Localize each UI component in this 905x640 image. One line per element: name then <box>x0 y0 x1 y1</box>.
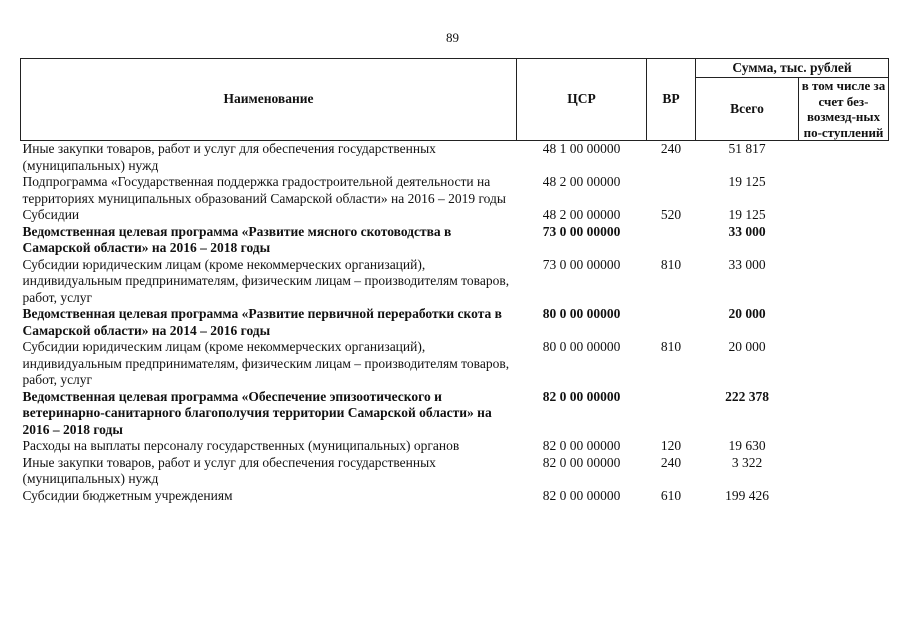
cell-csr: 73 0 00 00000 <box>542 256 621 272</box>
cell-incl <box>799 455 889 488</box>
cell-name: Субсидии <box>22 207 80 222</box>
cell-total: 33 000 <box>728 256 766 272</box>
header-total: Всего <box>696 78 799 141</box>
cell-csr: 48 1 00 00000 <box>542 141 621 156</box>
page-number: 89 <box>446 30 459 45</box>
table-row <box>21 224 889 257</box>
cell-vr <box>647 306 696 339</box>
cell-csr: 48 2 00 00000 <box>542 207 621 222</box>
cell-csr: 82 0 00 00000 <box>542 487 621 503</box>
cell-total: 20 000 <box>728 306 766 321</box>
cell-incl <box>799 306 889 339</box>
header-name: Наименование <box>21 59 517 141</box>
header-sum: Сумма, тыс. рублей <box>696 59 889 78</box>
cell-incl <box>799 207 889 224</box>
table-row <box>21 488 889 505</box>
cell-vr: 610 <box>660 487 682 503</box>
cell-incl <box>799 141 889 175</box>
table-row <box>21 257 889 307</box>
table-header <box>21 59 889 141</box>
cell-vr: 810 <box>660 339 682 354</box>
cell-name: Ведомственная целевая программа «Развитие мясного скотоводства в Самарской области» на 2016 – 2018 годы <box>22 223 452 255</box>
table-row <box>21 389 889 439</box>
cell-name: Ведомственная целевая программа «Обеспечение эпизоотического и ветеринарно-санитарного благополучия территории Самарской области» на 2016 – 2018 годы <box>22 388 492 437</box>
table-row <box>21 455 889 488</box>
cell-incl <box>799 257 889 307</box>
cell-name: Субсидии юридическим лицам (кроме некоммерческих организаций), индивидуальным предпринимателям, физическим лицам – производителям товаров, работ, услуг <box>22 256 510 305</box>
cell-vr: 810 <box>660 256 682 272</box>
cell-vr: 520 <box>660 207 682 222</box>
cell-total: 19 125 <box>728 207 766 222</box>
cell-total: 19 125 <box>728 174 766 189</box>
cell-name: Субсидии юридическим лицам (кроме некоммерческих организаций), индивидуальным предпринимателям, физическим лицам – производителям товаров, работ, услуг <box>22 339 510 387</box>
table-row <box>21 207 889 224</box>
cell-incl <box>799 339 889 389</box>
cell-name: Иные закупки товаров, работ и услуг для обеспечения государственных (муниципальных) нужд <box>22 454 436 486</box>
cell-csr: 80 0 00 00000 <box>542 306 621 321</box>
cell-total: 20 000 <box>728 339 766 354</box>
cell-csr: 80 0 00 00000 <box>542 339 621 354</box>
cell-incl <box>799 389 889 439</box>
cell-csr: 48 2 00 00000 <box>542 174 621 189</box>
header-csr: ЦСР <box>517 59 647 141</box>
header-incl: в том числе за счет без-возмезд-ных по-ступлений <box>799 78 889 141</box>
cell-incl <box>799 224 889 257</box>
cell-vr <box>647 224 696 257</box>
budget-table <box>20 58 889 504</box>
table-row <box>21 141 889 175</box>
cell-total: 33 000 <box>728 223 766 239</box>
cell-vr <box>647 389 696 439</box>
cell-csr: 82 0 00 00000 <box>542 388 621 404</box>
table-body <box>21 141 889 505</box>
table-row <box>21 174 889 207</box>
cell-name: Ведомственная целевая программа «Развитие первичной переработки скота в Самарской области» на 2014 – 2016 годы <box>22 306 502 338</box>
cell-name: Расходы на выплаты персоналу государственных (муниципальных) органов <box>22 438 460 453</box>
cell-total: 199 426 <box>725 487 769 503</box>
cell-incl <box>799 174 889 207</box>
table-row <box>21 438 889 455</box>
header-vr: ВР <box>647 59 696 141</box>
table-row <box>21 306 889 339</box>
cell-incl <box>799 488 889 505</box>
cell-name: Субсидии бюджетным учреждениям <box>22 487 233 503</box>
cell-total: 51 817 <box>728 141 766 156</box>
cell-vr <box>647 174 696 207</box>
cell-vr: 120 <box>660 438 682 453</box>
cell-csr: 73 0 00 00000 <box>542 223 621 239</box>
cell-total: 3 322 <box>731 454 763 470</box>
cell-csr: 82 0 00 00000 <box>542 438 621 453</box>
table-row <box>21 339 889 389</box>
cell-incl <box>799 438 889 455</box>
cell-total: 222 378 <box>725 388 769 404</box>
cell-name: Иные закупки товаров, работ и услуг для обеспечения государственных (муниципальных) нужд <box>22 141 436 173</box>
cell-total: 19 630 <box>728 438 766 453</box>
cell-name: Подпрограмма «Государственная поддержка градостроительной деятельности на территориях муниципальных образований Самарской области» на 2016 – 2019 годы <box>22 174 506 206</box>
cell-vr: 240 <box>660 454 682 470</box>
cell-csr: 82 0 00 00000 <box>542 454 621 470</box>
cell-vr: 240 <box>660 141 682 156</box>
